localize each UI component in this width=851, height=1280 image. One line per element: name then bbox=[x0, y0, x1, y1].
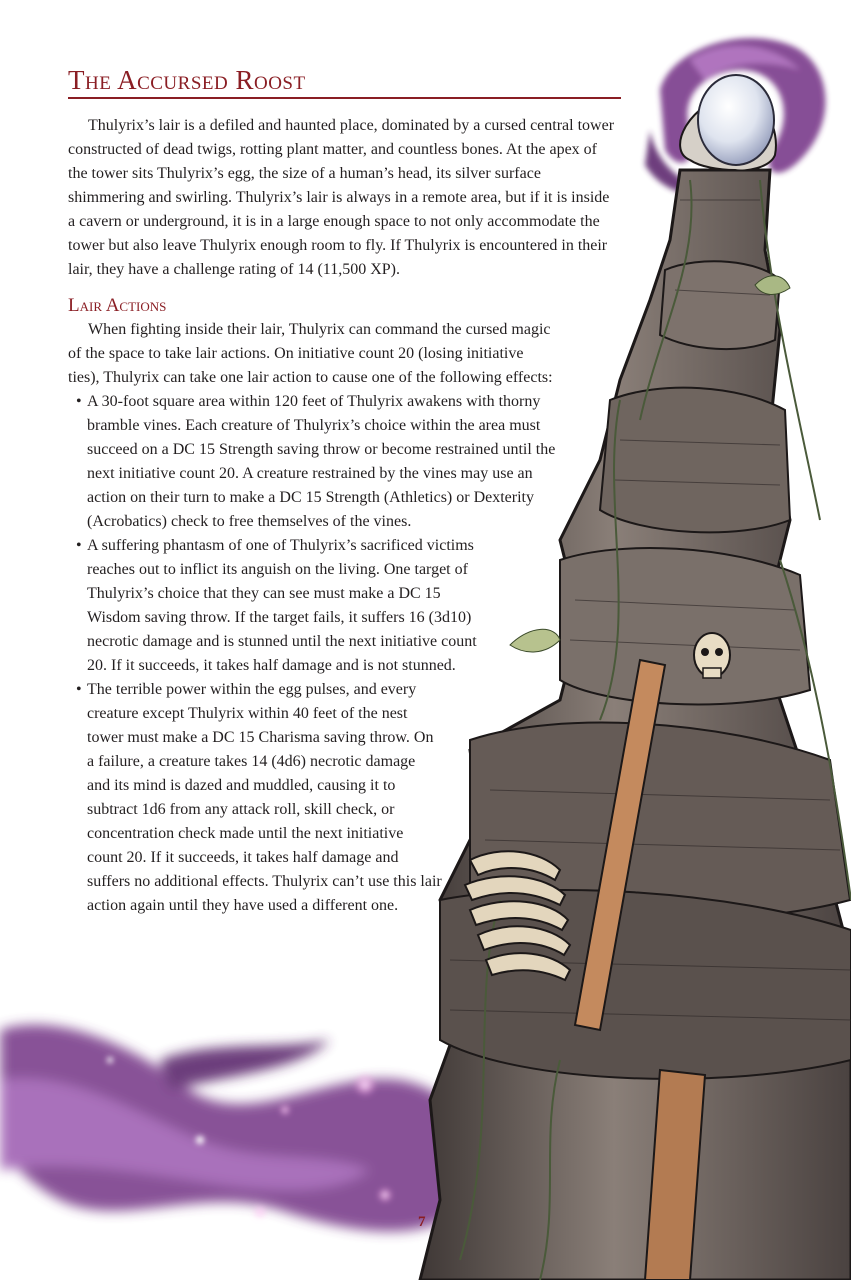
lair-description: Thulyrix’s lair is a defiled and haunted place, dominated by a cursed central tower constructed of dead twigs, rotting plant matter, and countless bones. At the apex of the tower sits Thulyrix’s egg, the size of a human’s head, its silver surface shimmering and swirling. Thulyrix’s lair is always in a remote area, but if it is inside a cavern or underground, it is in a large enough space to not only accommodate the tower but also leave Thulyrix enough room to fly. If Thulyrix is encountered in their lair, they have a challenge rating of 14 (11,500 XP). bbox=[68, 117, 615, 278]
bullet-icon: • bbox=[76, 681, 82, 698]
text-column bbox=[68, 64, 628, 918]
bullet-icon: • bbox=[76, 537, 82, 554]
list-item bbox=[76, 678, 442, 918]
page-number: 7 bbox=[418, 1214, 426, 1230]
lair-actions-list bbox=[76, 390, 628, 918]
magic-mist-bottom-left bbox=[0, 1025, 480, 1232]
list-item bbox=[76, 390, 557, 534]
title-underline bbox=[68, 97, 621, 99]
skull bbox=[694, 633, 730, 678]
list-item-text: A suffering phantasm of one of Thulyrix’s sacrificed victims reaches out to inflict its anguish on the living. One target of Thulyrix’s choice that they can see must make a DC 15 Wisdom saving throw. If the target fails, it suffers 16 (3d10) necrotic damage and is stunned until the next initiative count 20. If it succeeds, it takes half damage and is not stunned. bbox=[87, 537, 477, 674]
lair-actions-heading: Lair Actions bbox=[68, 295, 167, 316]
bullet-icon: • bbox=[76, 393, 82, 410]
list-item bbox=[76, 534, 482, 678]
list-item-text: A 30-foot square area within 120 feet of Thulyrix awakens with thorny bramble vines. Each creature of Thulyrix’s choice within the area must succeed on a DC 15 Strength saving throw or become restrained until the next initiative count 20. A creature restrained by the vines may use an action on their turn to make a DC 15 Strength (Athletics) or Dexterity (Acrobatics) check to free themselves of the vines. bbox=[87, 393, 556, 530]
list-item-text: The terrible power within the egg pulses, and every creature except Thulyrix within 40 feet of the nest tower must make a DC 15 Charisma saving throw. On a failure, a creature takes 14 (4d6) necrotic damage and its mind is dazed and muddled, causing it to subtract 1d6 from any attack roll, skill check, or concentration check made until the next initiative count 20. If it succeeds, it takes half damage and suffers no additional effects. Thulyrix can’t use this lair action again until they have used a different one. bbox=[87, 681, 442, 914]
lair-actions-intro: When fighting inside their lair, Thulyrix can command the cursed magic of the space to take lair actions. On initiative count 20 (losing initiative ties), Thulyrix can take one lair action to cause one of the following effects: bbox=[68, 321, 553, 386]
section-title: The Accursed Roost bbox=[68, 65, 306, 95]
